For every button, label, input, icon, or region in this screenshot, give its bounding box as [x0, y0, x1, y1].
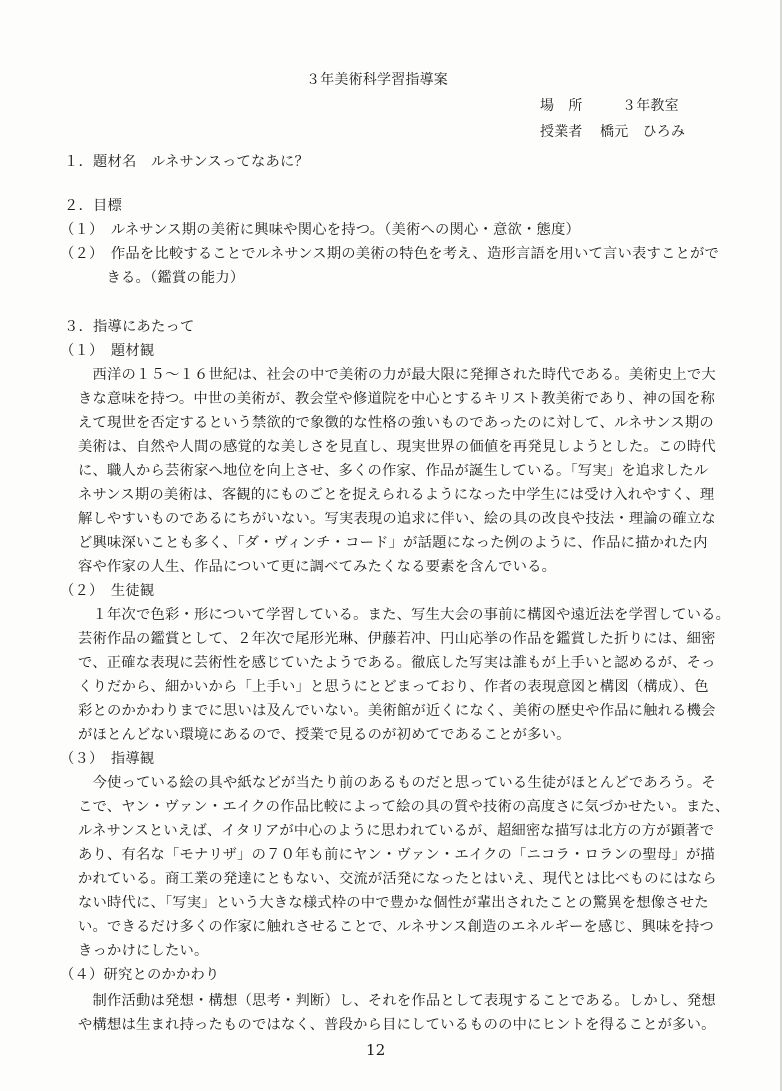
document-title: ３年美術科学習指導案 [306, 72, 448, 88]
text-line: 西洋の１５～１６世紀は、社会の中で美術の力が最大限に発揮された時代である。美術史上で大 [78, 367, 716, 383]
text-line: で、正確な表現に芸術性を感じていたようである。徹底した写実は誰もが上手いと認めるが、そっ [78, 655, 716, 671]
text-line: ど興味深いことも多く、「ダ・ヴィンチ・コード」が話題になった例のように、作品に描かれた内 [78, 535, 708, 551]
text-line: （１） 題材観 [60, 343, 155, 359]
text-line: ３．指導にあたって [64, 319, 195, 335]
text-line: ない時代に、「写実」という大きな様式枠の中で豊かな個性が輩出されたことの驚異を想像させた [78, 895, 709, 911]
text-line: （４）研究とのかかわり [60, 967, 220, 983]
text-line: （２） 生徒観 [60, 583, 155, 599]
teacher-value: 橋元 ひろみ [600, 124, 686, 140]
text-line: １．題材名 ルネサンスってなあに？ [64, 154, 310, 170]
text-line: い。できるだけ多くの作家に触れさせることで、ルネサンス創造のエネルギーを感じ、興味を持つ [78, 919, 714, 935]
text-line: 芸術作品の鑑賞として、２年次で尾形光琳、伊藤若冲、円山応挙の作品を鑑賞した折りには、細密 [78, 631, 716, 647]
text-line: （２） 作品を比較することでルネサンス期の美術の特色を考え、造形言語を用いて言い表すことがで [60, 246, 719, 262]
text-line: えて現世を否定するという禁欲的で象徴的な性格の強いものであったのに対して、ルネサンス期の [78, 415, 714, 431]
text-line: （３） 指導観 [60, 751, 155, 767]
text-line: 美術は、自然や人間の感覚的な美しさを見直し、現実世界の価値を再発見しようとした。この時代 [78, 439, 716, 455]
text-line: や構想は生まれ持ったものではなく、普段から目にしているものの中にヒントを得ることが多い。 [78, 1017, 716, 1033]
text-line: 制作活動は発想・構想（思考・判断）し、それを作品として表現することである。しかし、発想 [78, 993, 716, 1009]
text-line: きっかけにしたい。 [78, 943, 209, 959]
text-line: ネサンス期の美術は、客観的にものごとを捉えられるようになった中学生には受け入れやすく、理 [78, 487, 715, 503]
text-line: くりだから、細かいから「上手い」と思うにとどまっており、作者の表現意図と構図（構成）、色 [78, 679, 709, 695]
text-line: （１） ルネサンス期の美術に興味や関心を持つ。（美術への関心・意欲・態度） [60, 222, 580, 238]
text-line: １年次で色彩・形について学習している。また、写生大会の事前に構図や遠近法を学習している。 [78, 607, 731, 623]
text-line: 彩とのかかわりまでに思いは及んでいない。美術館が近くになく、美術の歴史や作品に触れる機会 [78, 703, 716, 719]
text-line: に、職人から芸術家へ地位を向上させ、多くの作家、作品が誕生している。「写実」を追求したル [78, 463, 709, 479]
text-line: かれている。商工業の発達にともない、交流が活発になったとはいえ、現代とは比べものにはなら [78, 871, 717, 887]
place-label: 場 所 [540, 98, 583, 114]
text-line: ルネサンスといえば、イタリアが中心のように思われているが、超細密な描写は北方の方が顕著で [78, 823, 715, 839]
text-line: 容や作家の人生、作品について更に調べてみたくなる要素を含んでいる。 [78, 559, 557, 575]
text-line: あり、有名な「モナリザ」の７０年も前にヤン・ヴァン・エイクの「ニコラ・ロランの聖母」が描 [78, 847, 715, 863]
text-line: きる。（鑑賞の能力） [92, 270, 245, 286]
text-line: ２．目標 [64, 198, 122, 214]
place-value: ３年教室 [622, 98, 679, 114]
text-line: こで、ヤン・ヴァン・エイクの作品比較によって絵の具の質や技術の高度さに気づかせたい。また、 [78, 799, 730, 815]
text-line: 今使っている絵の具や紙などが当たり前のあるものだと思っている生徒がほとんどであろう。そ [78, 775, 716, 791]
text-line: 解しやすいものであるにちがいない。写実表現の追求に伴い、絵の具の改良や技法・理論の確立な [78, 511, 716, 527]
teacher-label: 授業者 [540, 124, 583, 140]
text-line: きな意味を持つ。中世の美術が、教会堂や修道院を中心とするキリスト教美術であり、神の国を称 [78, 391, 715, 407]
page-number: 12 [366, 1041, 386, 1059]
text-line: がほとんどない環境にあるので、授業で見るのが初めてであることが多い。 [78, 727, 571, 743]
